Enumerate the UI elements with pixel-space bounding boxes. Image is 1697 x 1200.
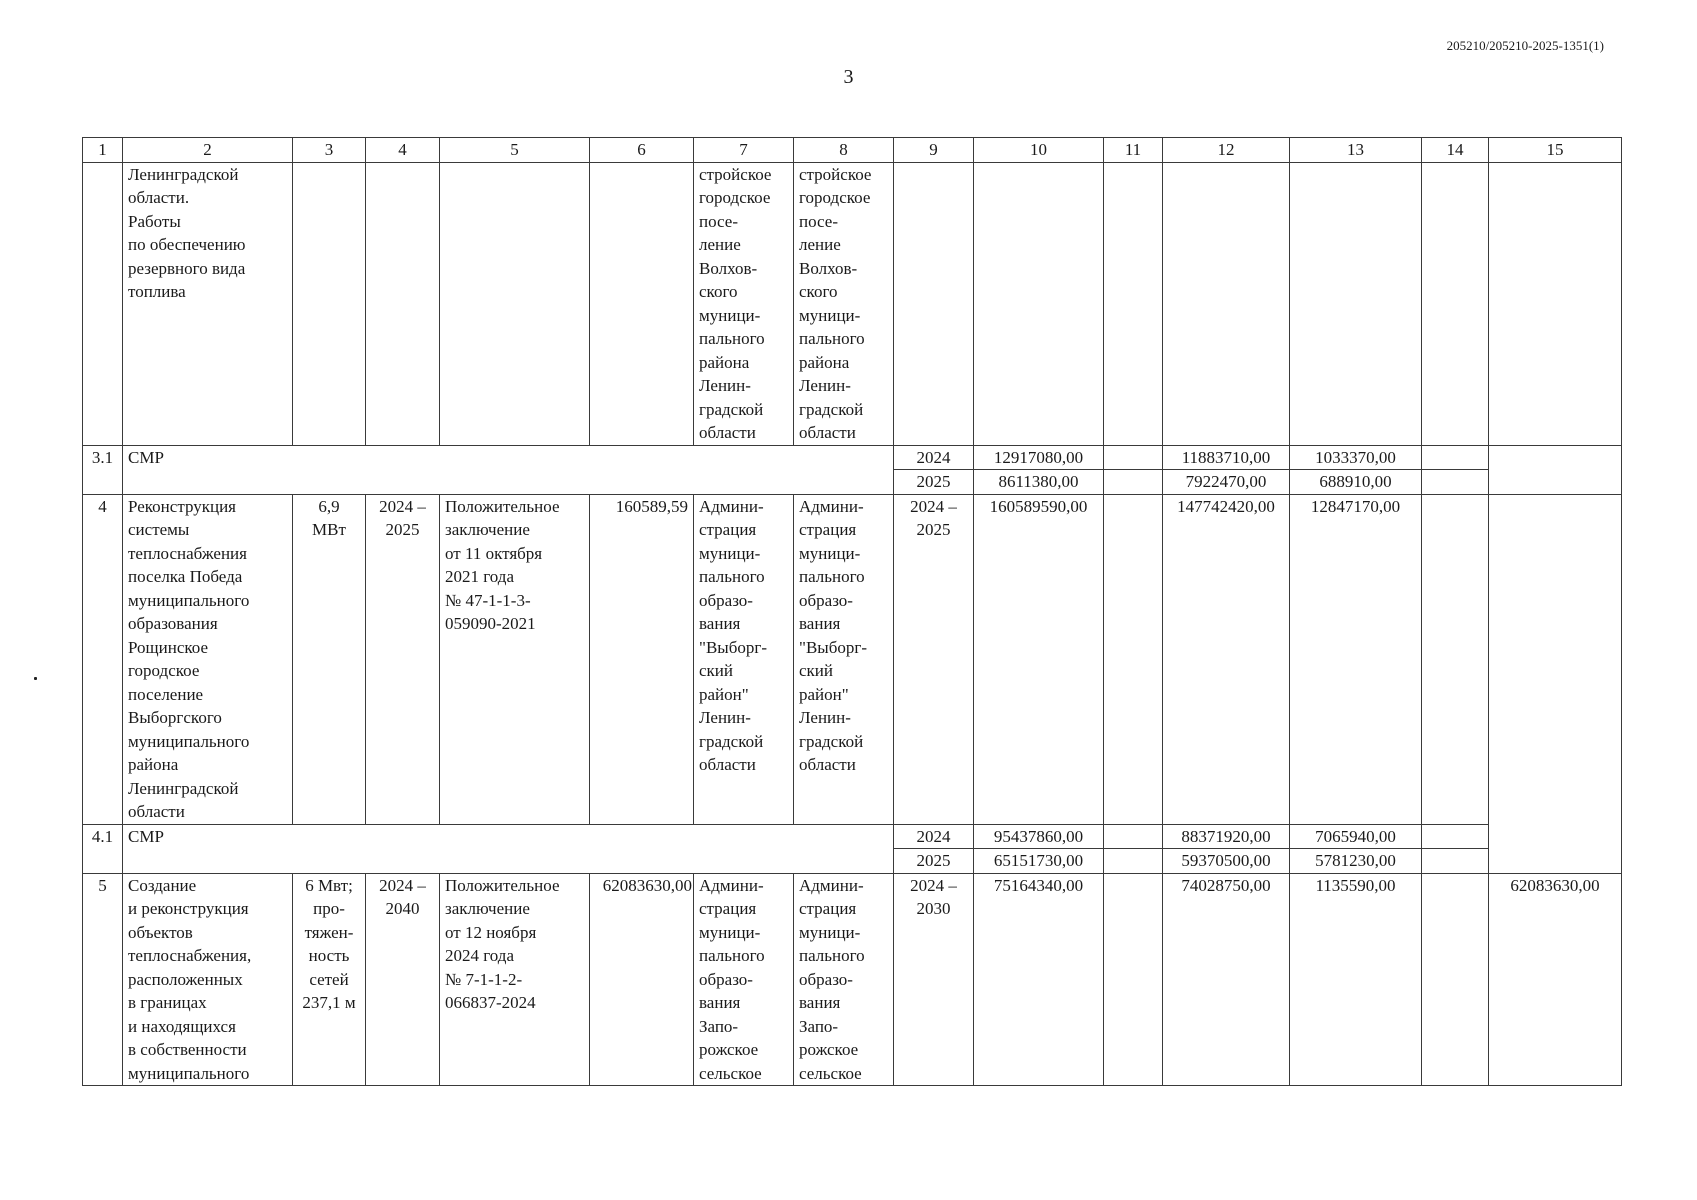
total-cell: 160589590,00	[974, 494, 1104, 824]
estimated-cost-cell: 160589,59	[590, 494, 694, 824]
col11-cell	[1104, 445, 1163, 470]
column-number-header: 10	[974, 138, 1104, 163]
years-cell: 2024 – 2025	[894, 494, 974, 824]
column-number-header: 13	[1290, 138, 1422, 163]
col14-cell	[1422, 494, 1489, 824]
row-number-cell: 4	[83, 494, 123, 824]
table-row-3-1-year-2024	[83, 445, 1622, 470]
investment-program-table	[82, 137, 1622, 1086]
col14-cell	[1422, 873, 1489, 1086]
column-number-header: 2	[123, 138, 293, 163]
col12-cell: 11883710,00	[1163, 445, 1290, 470]
col13-cell: 1135590,00	[1290, 873, 1422, 1086]
expertise-cell: Положительное заключение от 12 ноября 2024 года № 7-1-1-2- 066837-2024	[440, 873, 590, 1086]
col11-cell	[1104, 494, 1163, 824]
column-number-header: 14	[1422, 138, 1489, 163]
total-cell: 8611380,00	[974, 470, 1104, 495]
capacity-cell: 6,9 МВт	[293, 494, 366, 824]
column-number-header: 3	[293, 138, 366, 163]
work-type-cell: СМР	[123, 824, 894, 873]
capacity-cell: 6 Мвт; про- тяжен- ность сетей 237,1 м	[293, 873, 366, 1086]
period-cell: 2024 – 2040	[366, 873, 440, 1086]
total-cell: 12917080,00	[974, 445, 1104, 470]
estimated-cost-cell: 62083630,00	[590, 873, 694, 1086]
column-number-header: 8	[794, 138, 894, 163]
col13-cell: 12847170,00	[1290, 494, 1422, 824]
col15-cell: 62083630,00	[1489, 873, 1622, 1086]
col13-cell: 5781230,00	[1290, 849, 1422, 874]
object-name-cell: Создание и реконструкция объектов теплоснабжения, расположенных в границах и находящихся в собственности муниципального	[123, 873, 293, 1086]
column-number-header: 5	[440, 138, 590, 163]
col11-cell	[1104, 470, 1163, 495]
col12-cell: 7922470,00	[1163, 470, 1290, 495]
period-cell: 2024 – 2025	[366, 494, 440, 824]
document-registration-number: 205210/205210-2025-1351(1)	[1446, 38, 1604, 53]
table-row-item-4	[83, 494, 1622, 824]
years-cell: 2024 – 2030	[894, 873, 974, 1086]
table-row-4-1-year-2024	[83, 824, 1622, 849]
table-row-item-5	[83, 873, 1622, 1086]
developer-cell: Админи- страция муници- пального образо- вания Запо- рожское сельское	[794, 873, 894, 1086]
col13-cell: 688910,00	[1290, 470, 1422, 495]
column-number-header: 12	[1163, 138, 1290, 163]
col12-cell: 147742420,00	[1163, 494, 1290, 824]
customer-cell: стройское городское посе- ление Волхов- ского муници- пального района Ленин- градской области	[694, 162, 794, 445]
developer-cell: Админи- страция муници- пального образо- вания "Выборг- ский район" Ленин- градской области	[794, 494, 894, 824]
work-type-cell: СМР	[123, 445, 894, 494]
object-name-cell: Реконструкция системы теплоснабжения поселка Победа муниципального образования Рощинское городское поселение Выборгского муниципального района Ленинградской области	[123, 494, 293, 824]
row-number-cell: 3.1	[83, 445, 123, 494]
column-number-header: 6	[590, 138, 694, 163]
row-number-cell: 4.1	[83, 824, 123, 873]
customer-cell: Админи- страция муници- пального образо- вания Запо- рожское сельское	[694, 873, 794, 1086]
col11-cell	[1104, 824, 1163, 849]
total-cell: 65151730,00	[974, 849, 1104, 874]
year-cell: 2025	[894, 849, 974, 874]
column-number-header: 4	[366, 138, 440, 163]
total-cell: 75164340,00	[974, 873, 1104, 1086]
total-cell: 95437860,00	[974, 824, 1104, 849]
row-number-cell: 5	[83, 873, 123, 1086]
col13-cell: 1033370,00	[1290, 445, 1422, 470]
col12-cell: 88371920,00	[1163, 824, 1290, 849]
col11-cell	[1104, 873, 1163, 1086]
col12-cell: 74028750,00	[1163, 873, 1290, 1086]
customer-cell: Админи- страция муници- пального образо- вания "Выборг- ский район" Ленин- градской области	[694, 494, 794, 824]
year-cell: 2024	[894, 445, 974, 470]
table-row-item-3-continuation	[83, 162, 1622, 445]
page-number: 3	[843, 66, 854, 88]
column-number-header: 11	[1104, 138, 1163, 163]
column-number-header-row	[83, 138, 1622, 163]
column-number-header: 7	[694, 138, 794, 163]
year-cell: 2025	[894, 470, 974, 495]
col12-cell: 59370500,00	[1163, 849, 1290, 874]
column-number-header: 9	[894, 138, 974, 163]
column-number-header: 1	[83, 138, 123, 163]
col11-cell	[1104, 849, 1163, 874]
expertise-cell: Положительное заключение от 11 октября 2021 года № 47-1-1-3- 059090-2021	[440, 494, 590, 824]
object-name-cell: Ленинградской области. Работы по обеспечению резервного вида топлива	[123, 162, 293, 445]
scan-speck	[34, 677, 37, 680]
col13-cell: 7065940,00	[1290, 824, 1422, 849]
year-cell: 2024	[894, 824, 974, 849]
developer-cell: стройское городское посе- ление Волхов- ского муници- пального района Ленин- градской области	[794, 162, 894, 445]
column-number-header: 15	[1489, 138, 1622, 163]
